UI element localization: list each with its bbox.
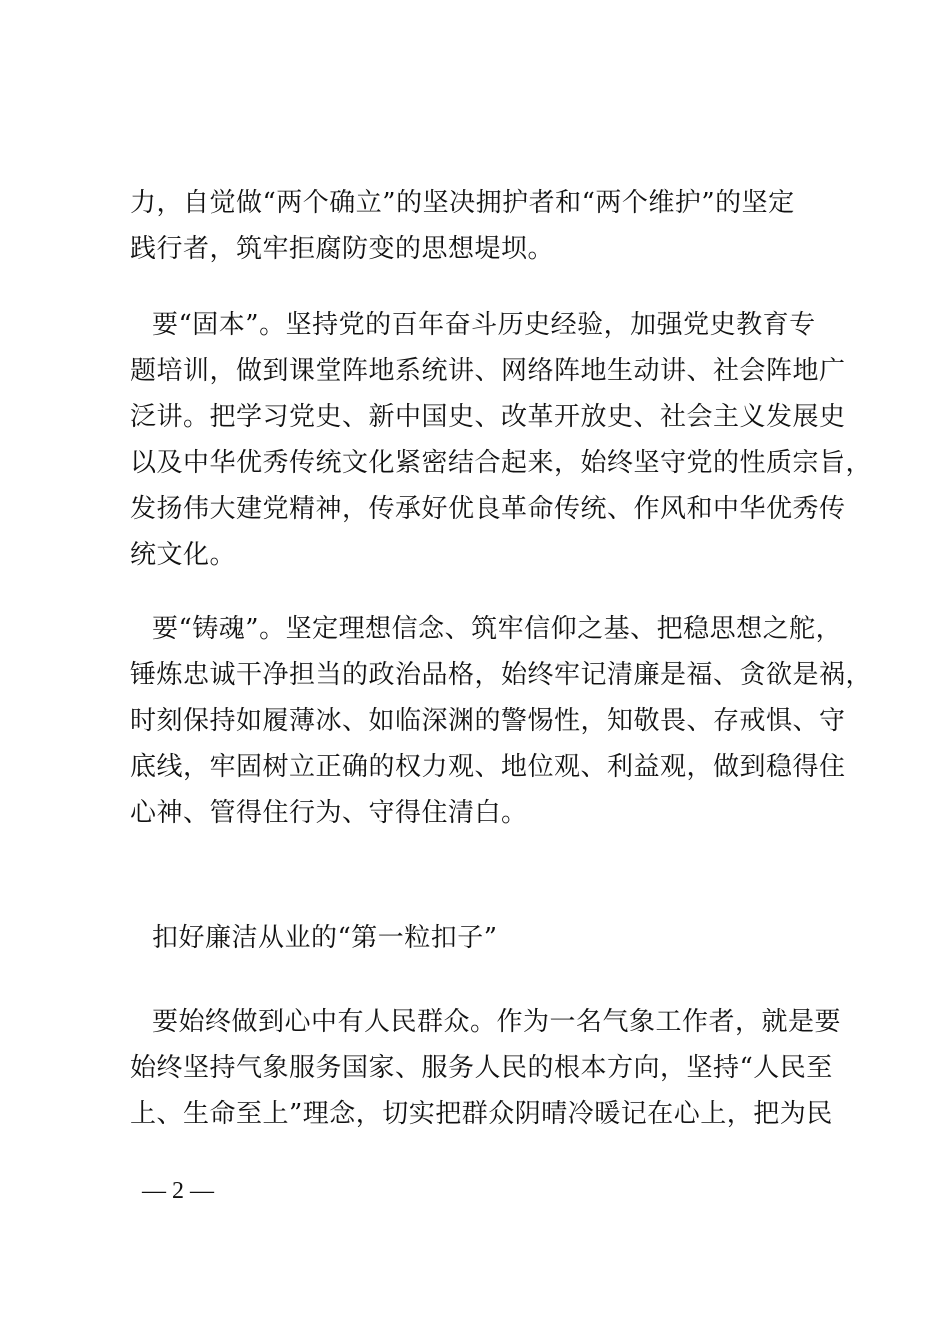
text-line: 统文化。 [130, 540, 237, 570]
paragraph-gu-ben [130, 302, 873, 578]
text-line: 上、生命至上”理念，切实把群众阴晴冷暖记在心上，把为民 [130, 1099, 833, 1129]
text-line: 要“铸魂”。坚定理想信念、筑牢信仰之基、把稳思想之舵， [152, 614, 843, 644]
paragraph-continuation [130, 180, 846, 272]
text-line: 践行者，筑牢拒腐防变的思想堤坝。 [130, 234, 555, 264]
text-line: 发扬伟大建党精神，传承好优良革命传统、作风和中华优秀传 [130, 494, 846, 524]
heading-text: 扣好廉洁从业的“第一粒扣子” [152, 923, 498, 953]
text-line: 时刻保持如履薄冰、如临深渊的警惕性，知敬畏、存戒惧、守 [130, 706, 846, 736]
page-number: — 2 — [142, 1178, 214, 1204]
text-line: 以及中华优秀传统文化紧密结合起来，始终坚守党的性质宗旨， [130, 448, 873, 478]
text-line: 题培训，做到课堂阵地系统讲、网络阵地生动讲、社会阵地广 [130, 356, 846, 386]
section-heading [130, 915, 846, 961]
text-line: 心神、管得住行为、守得住清白。 [130, 798, 528, 828]
text-line: 始终坚持气象服务国家、服务人民的根本方向，坚持“人民至 [130, 1053, 833, 1083]
text-line: 力，自觉做“两个确立”的坚决拥护者和“两个维护”的坚定 [130, 188, 795, 218]
text-line: 泛讲。把学习党史、新中国史、改革开放史、社会主义发展史 [130, 402, 846, 432]
text-line: 底线，牢固树立正确的权力观、地位观、利益观，做到稳得住 [130, 752, 846, 782]
text-line: 要“固本”。坚持党的百年奋斗历史经验，加强党史教育专 [152, 310, 816, 340]
paragraph-people [130, 999, 846, 1137]
text-line: 要始终做到心中有人民群众。作为一名气象工作者，就是要 [152, 1007, 842, 1037]
paragraph-zhu-hun [130, 606, 873, 836]
text-line: 锤炼忠诚干净担当的政治品格，始终牢记清廉是福、贪欲是祸， [130, 660, 873, 690]
